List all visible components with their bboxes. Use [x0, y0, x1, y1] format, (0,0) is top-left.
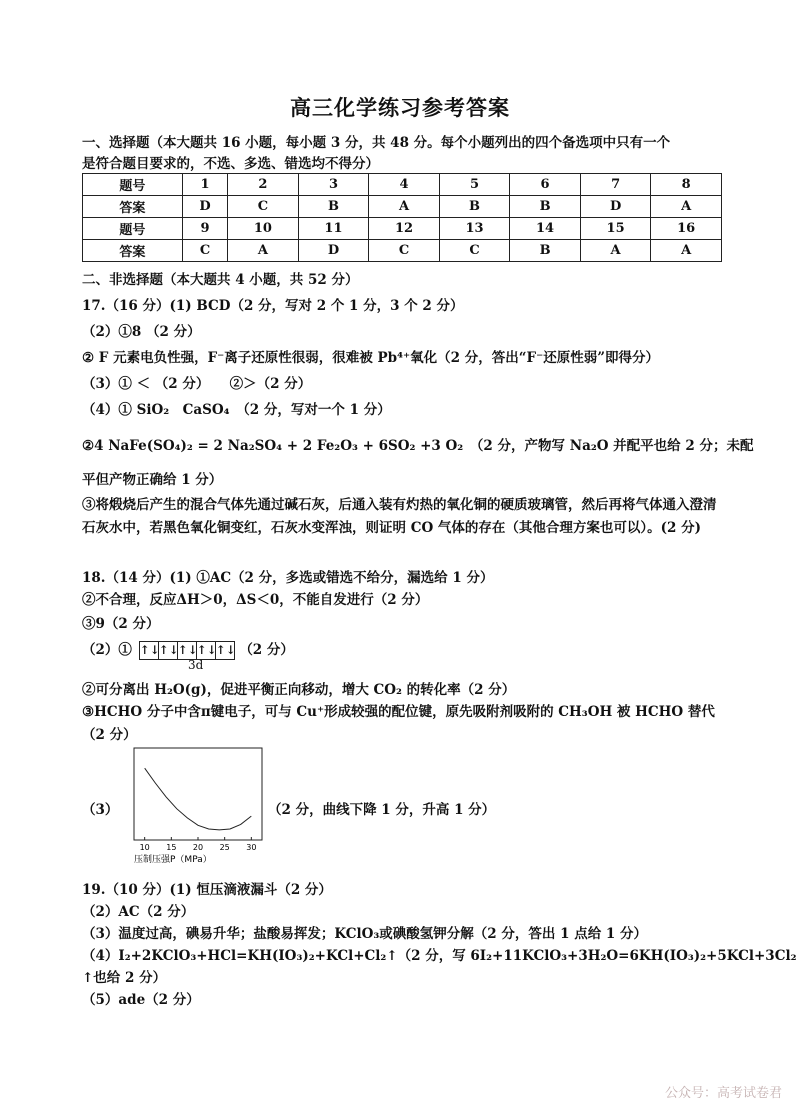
q17-line6: ②4 NaFe(SO₄)₂ = 2 Na₂SO₄ + 2 Fe₂O₃ + 6SO₂ +3 O₂ （2 分，产物写 Na₂O 并配平也给 2 分；未配 — [82, 438, 754, 454]
table-cell: 15 — [580, 218, 651, 240]
x-axis-label: 压制压强P（MPa） — [134, 855, 212, 865]
table-cell: 2 — [228, 174, 299, 196]
series-line — [145, 768, 252, 830]
table-cell: D — [580, 196, 651, 218]
section1-heading-cont: 是符合题目要求的，不选、多选、错选均不得分） — [82, 156, 379, 172]
table-cell: 10 — [228, 218, 299, 240]
table-row — [83, 218, 722, 240]
row-label: 题号 — [83, 174, 183, 196]
section1-heading: 一、选择题（本大题共 16 小题，每小题 3 分，共 48 分。每个小题列出的四个备选项中只有一个 — [82, 135, 671, 151]
q19-line2: （2）AC（2 分） — [82, 904, 195, 920]
table-cell: B — [298, 196, 369, 218]
chart-svg — [120, 746, 270, 868]
row-label: 题号 — [83, 218, 183, 240]
q17-line3: ② F 元素电负性强，F⁻离子还原性很弱，很难被 Pb⁴⁺氧化（2 分，答出“F⁻还原性弱”即得分） — [82, 350, 659, 366]
q19-line6: （5）ade（2 分） — [82, 992, 200, 1008]
orbital-sublabel: 3d — [188, 658, 204, 672]
q18-line7-prefix: （3） — [82, 802, 119, 818]
table-cell: A — [228, 240, 299, 262]
table-cell: 11 — [298, 218, 369, 240]
table-cell: B — [439, 196, 510, 218]
q18-line4-prefix: （2）① — [82, 642, 132, 658]
x-tick-label: 25 — [219, 843, 230, 852]
q18-line4-suffix: （2 分） — [239, 642, 294, 658]
q17-line8: ③将煅烧后产生的混合气体先通过碱石灰，后通入装有灼热的氧化铜的硬质玻璃管，然后再将气体通入澄清石灰水中，若黑色氧化铜变红，石灰水变浑浊，则证明 CO 气体的存在（其他合理方案也可以）。(2 分) — [82, 497, 717, 536]
table-cell: B — [510, 196, 581, 218]
x-tick-label: 30 — [246, 843, 257, 852]
q17-line5: （4）① SiO₂ CaSO₄ （2 分，写对一个 1 分） — [82, 402, 391, 418]
table-cell: D — [182, 196, 227, 218]
table-row — [83, 240, 722, 262]
x-tick-label: 15 — [166, 843, 177, 852]
q19-line3: （3）温度过高，碘易升华；盐酸易挥发；KClO₃或碘酸氢钾分解（2 分，答出 1 点给 1 分） — [82, 926, 647, 942]
q19-line1: 19.（10 分）(1) 恒压滴液漏斗（2 分） — [82, 882, 332, 898]
table-cell: D — [298, 240, 369, 262]
table-row — [83, 174, 722, 196]
table-cell: C — [228, 196, 299, 218]
q18-line7-suffix: （2 分，曲线下降 1 分，升高 1 分） — [268, 802, 496, 818]
orbital-box: ↑↓ — [139, 643, 160, 657]
table-cell: 5 — [439, 174, 510, 196]
table-cell: 13 — [439, 218, 510, 240]
q18-line3: ③9（2 分） — [82, 616, 160, 632]
pressure-chart — [120, 746, 270, 872]
orbital-box: ↑↓ — [196, 643, 217, 657]
watermark: 公众号：高考试卷君 — [664, 1086, 782, 1101]
table-cell: C — [439, 240, 510, 262]
table-cell: 14 — [510, 218, 581, 240]
q18-line6: ③HCHO 分子中含π键电子，可与 Cu⁺形成较强的配位键，原先吸附剂吸附的 CH₃OH 被 HCHO 替代（2 分） — [82, 704, 715, 743]
q19-line5: ↑也给 2 分） — [82, 970, 167, 986]
table-cell: 8 — [651, 174, 722, 196]
table-cell: 6 — [510, 174, 581, 196]
q17-line7: 平但产物正确给 1 分） — [82, 472, 223, 488]
orbital-box: ↑↓ — [158, 643, 179, 657]
answer-table — [82, 173, 722, 262]
table-cell: 9 — [182, 218, 227, 240]
orbital-box: ↑↓ — [177, 643, 198, 657]
table-cell: 3 — [298, 174, 369, 196]
table-cell: A — [651, 240, 722, 262]
q18-line1: 18.（14 分）(1) ①AC（2 分，多选或错选不给分，漏选给 1 分） — [82, 570, 494, 586]
table-cell: 7 — [580, 174, 651, 196]
page-title: 高三化学练习参考答案 — [290, 95, 510, 120]
row-label: 答案 — [83, 196, 183, 218]
q17-line1: 17.（16 分）(1) BCD（2 分，写对 2 个 1 分，3 个 2 分） — [82, 298, 464, 314]
q18-line2: ②不合理，反应ΔH＞0，ΔS＜0，不能自发进行（2 分） — [82, 592, 429, 608]
table-cell: C — [182, 240, 227, 262]
q17-line4: （3）① ＜ （2 分） ②＞（2 分） — [82, 376, 312, 392]
q18-line5: ②可分离出 H₂O(g)，促进平衡正向移动，增大 CO₂ 的转化率（2 分） — [82, 682, 516, 698]
table-cell: A — [580, 240, 651, 262]
row-label: 答案 — [83, 240, 183, 262]
table-cell: 4 — [369, 174, 440, 196]
q17-line2: （2）①8 （2 分） — [82, 324, 201, 340]
table-cell: 12 — [369, 218, 440, 240]
x-tick-label: 10 — [139, 843, 150, 852]
table-cell: B — [510, 240, 581, 262]
q18-line4 — [82, 638, 294, 660]
table-cell: 16 — [651, 218, 722, 240]
q19-line4: （4）I₂+2KClO₃+HCl=KH(IO₃)₂+KCl+Cl₂↑（2 分，写 6I₂+11KClO₃+3H₂O=6KH(IO₃)₂+5KCl+3Cl₂ — [82, 948, 797, 964]
section2-heading: 二、非选择题（本大题共 4 小题，共 52 分） — [82, 272, 359, 288]
table-cell: 1 — [182, 174, 227, 196]
chart-frame — [134, 748, 262, 840]
orbital-box: ↑↓ — [215, 643, 236, 657]
orbital-diagram — [139, 641, 235, 660]
table-cell: A — [369, 196, 440, 218]
table-row — [83, 196, 722, 218]
x-tick-label: 20 — [192, 843, 204, 852]
table-cell: A — [651, 196, 722, 218]
table-cell: C — [369, 240, 440, 262]
